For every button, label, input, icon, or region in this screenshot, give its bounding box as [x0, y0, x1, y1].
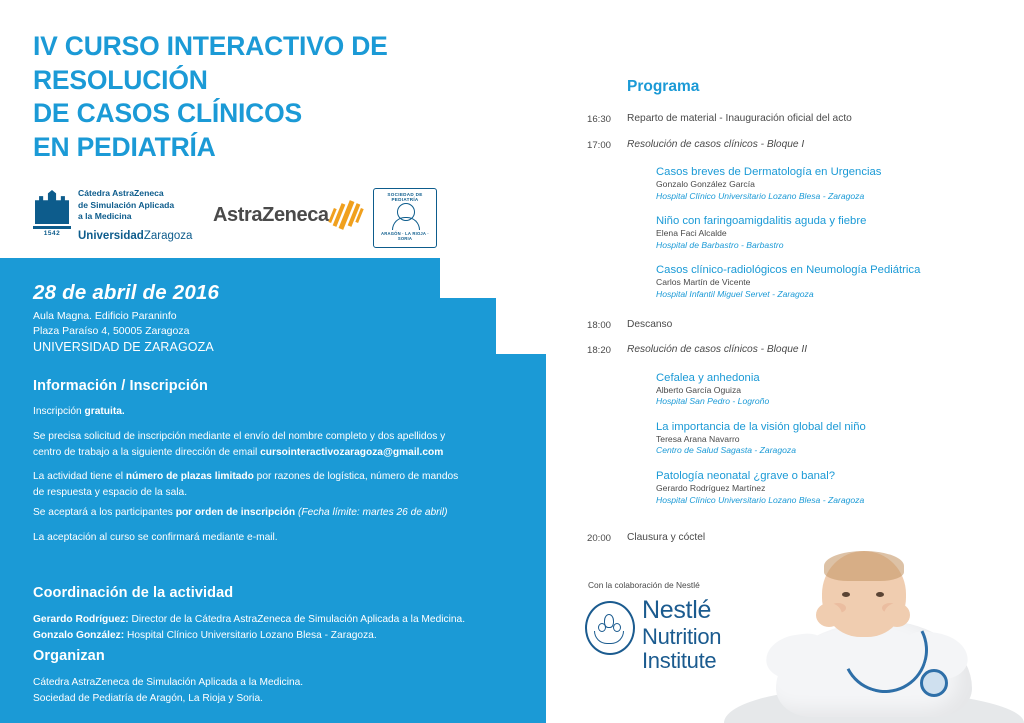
- info-paragraph-4: [33, 505, 518, 521]
- talk-item: [656, 166, 997, 202]
- organizers-list: [33, 675, 518, 707]
- stethoscope-chestpiece-icon: [920, 669, 948, 697]
- photo-hand-left: [816, 603, 842, 627]
- programme-entry: [627, 113, 997, 124]
- talk-author: Carlos Martín de Vicente: [656, 277, 751, 288]
- talk-affiliation: Hospital de Barbastro - Barbastro: [656, 239, 784, 250]
- programme-time: 18:20: [587, 344, 612, 356]
- title-line-2: RESOLUCIÓN: [33, 64, 208, 95]
- talk-author: Gonzalo González García: [656, 179, 755, 189]
- baby-icon: [390, 203, 420, 229]
- talk-title: Casos clínico-radiológicos en Neumología Pediátrica: [656, 264, 921, 277]
- coordinator-1-name: Gerardo Rodríguez:: [33, 614, 129, 625]
- programme-label: Descanso: [627, 318, 673, 330]
- crest-year: 1542: [43, 230, 61, 237]
- programme-row: [587, 139, 997, 151]
- programme-row: [587, 344, 997, 356]
- talk-title: Niño con faringoamigdalitis aguda y fiebre: [656, 215, 867, 228]
- zaragoza-word: Zaragoza: [143, 229, 193, 242]
- info-p2-line-2: [33, 445, 518, 461]
- talk-item: [656, 372, 997, 408]
- event-details: [33, 281, 219, 354]
- info-p1-bold: gratuita.: [84, 406, 125, 417]
- talk-title: Cefalea y anhedonia: [656, 371, 760, 384]
- info-p3-prefix: La actividad tiene el: [33, 471, 126, 482]
- event-university: UNIVERSIDAD DE ZARAGOZA: [33, 339, 214, 354]
- info-p4-deadline: (Fecha límite: martes 26 de abril): [295, 507, 448, 518]
- info-p3-line-2: de respuesta y espacio de la sala.: [33, 486, 188, 498]
- organizer-item: Cátedra AstraZeneca de Simulación Aplicada a la Medicina.: [33, 677, 304, 688]
- title-line-4: EN PEDIATRÍA: [33, 131, 216, 162]
- catedra-line-1: Cátedra AstraZeneca: [78, 188, 164, 198]
- coordination-item: [33, 628, 518, 644]
- talk-affiliation: Hospital Infantil Miguel Servet - Zaragoza: [656, 288, 814, 299]
- programme-block-label: Resolución de casos clínicos - Bloque I: [627, 139, 805, 150]
- organizer-item: Sociedad de Pediatría de Aragón, La Rioja y Soria.: [33, 692, 263, 704]
- sociedad-pediatria-bottom-text: ARAGÓN · LA RIOJA · SORIA: [381, 231, 429, 241]
- nest-shape: [594, 631, 624, 644]
- talk-affiliation: Hospital Clínico Universitario Lozano Blesa - Zaragoza: [656, 190, 865, 201]
- talk-title: La importancia de la visión global del niño: [656, 420, 866, 433]
- coordinator-1-desc: Director de la Cátedra AstraZeneca de Simulación Aplicada a la Medicina.: [128, 614, 466, 625]
- contact-email[interactable]: cursointeractivozaragoza@gmail.com: [260, 446, 444, 458]
- baby-with-stethoscope-photo: [724, 523, 1024, 723]
- programme-time: 16:30: [587, 114, 612, 125]
- photo-hair: [824, 551, 904, 581]
- venue-line-2: Plaza Paraíso 4, 50005 Zaragoza: [33, 324, 190, 337]
- catedra-line-2: de Simulación Aplicada: [78, 199, 175, 210]
- chick-shape-right: [613, 623, 621, 632]
- astrazeneca-wordmark: AstraZeneca: [213, 203, 329, 226]
- talk-affiliation: Centro de Salud Sagasta - Zaragoza: [656, 445, 796, 456]
- astrazeneca-rays-icon: [331, 200, 361, 230]
- chick-shape-left: [598, 623, 606, 632]
- uz-logo-text: [78, 188, 192, 242]
- crest-bar: [33, 226, 71, 229]
- page-title: [33, 30, 503, 165]
- info-p4-bold: por orden de inscripción: [175, 507, 296, 518]
- title-line-1: IV CURSO INTERACTIVO DE: [33, 31, 388, 61]
- info-p2-prefix: centro de trabajo a la siguiente dirección de email: [33, 446, 261, 458]
- nestle-word-2: Nutrition: [642, 623, 722, 649]
- programme-row: [587, 113, 997, 125]
- programme-row: [587, 319, 997, 331]
- programme-entry: [627, 344, 997, 355]
- programme-entry: [627, 139, 997, 150]
- nestle-word-1: Nestlé: [642, 596, 712, 624]
- photo-eye-right: [876, 592, 884, 597]
- catedra-line-3: a la Medicina: [78, 211, 132, 222]
- nestle-nest-icon: [585, 601, 635, 655]
- photo-eye-left: [842, 592, 850, 597]
- info-paragraph-3: [33, 469, 518, 501]
- talk-item: [656, 264, 997, 300]
- organizers-heading: Organizan: [33, 648, 105, 664]
- sociedad-pediatria-top-text: SOCIEDAD DE PEDIATRÍA: [387, 192, 423, 202]
- event-date: 28 de abril de 2016: [33, 281, 220, 304]
- nestle-nutrition-institute-logo: [585, 597, 721, 673]
- info-heading: Información / Inscripción: [33, 378, 208, 394]
- programme-label: Reparto de material - Inauguración oficial del acto: [627, 113, 852, 124]
- photo-hand-right: [884, 603, 910, 627]
- logo-row: [33, 188, 503, 250]
- talk-author: Alberto García Oguiza: [656, 384, 742, 395]
- coordinator-2-name: Gonzalo González:: [33, 629, 125, 641]
- universidad-zaragoza-logo: [33, 188, 192, 242]
- info-paragraph-2: [33, 429, 518, 461]
- programme-block-label: Resolución de casos clínicos - Bloque II: [627, 343, 808, 355]
- title-line-3: DE CASOS CLÍNICOS: [33, 98, 302, 129]
- programme-list: [587, 113, 997, 544]
- sociedad-pediatria-logo: [373, 188, 437, 248]
- talk-title: Casos breves de Dermatología en Urgencias: [656, 166, 882, 178]
- talk-title: Patología neonatal ¿grave o banal?: [656, 469, 836, 482]
- programme-time: 17:00: [587, 140, 612, 151]
- collaboration-text: Con la colaboración de Nestlé: [588, 580, 700, 590]
- crest-building-shape: [35, 190, 69, 224]
- panel-notch-side: [496, 258, 546, 354]
- coordination-list: [33, 612, 518, 644]
- info-p3-line-1: [33, 469, 518, 485]
- coordination-heading: Coordinación de la actividad: [33, 585, 234, 601]
- nestle-wordmark: [642, 597, 721, 673]
- coordinator-2-desc: Hospital Clínico Universitario Lozano Blesa - Zaragoza.: [124, 629, 377, 641]
- info-p1-prefix: Inscripción: [33, 406, 85, 417]
- programme-label: Clausura y cóctel: [627, 532, 706, 544]
- event-venue: [33, 309, 219, 339]
- talk-item: [656, 215, 997, 251]
- programme-time: 20:00: [587, 533, 612, 545]
- astrazeneca-logo: [213, 200, 361, 230]
- talk-affiliation: Hospital Clínico Universitario Lozano Blesa - Zaragoza: [656, 494, 865, 505]
- info-p4-prefix: Se aceptará a los participantes: [33, 507, 176, 518]
- talk-author: Teresa Arana Navarro: [656, 433, 740, 444]
- info-p2-line-1: Se precisa solicitud de inscripción mediante el envío del nombre completo y dos apellidos y: [33, 431, 446, 442]
- baby-body-shape: [392, 217, 420, 230]
- talk-author: Elena Faci Alcalde: [656, 228, 727, 239]
- info-paragraph-5: La aceptación al curso se confirmará mediante e-mail.: [33, 532, 278, 543]
- talk-item: [656, 470, 997, 506]
- programme-entry: [627, 319, 997, 330]
- info-paragraph-1: [33, 404, 518, 420]
- talk-item: [656, 421, 997, 457]
- info-p3-bold: número de plazas limitado: [125, 471, 254, 482]
- university-crest-icon: [33, 188, 71, 238]
- programme-heading: Programa: [627, 78, 700, 95]
- nestle-word-3: Institute: [642, 647, 717, 673]
- universidad-wordmark: [78, 230, 192, 242]
- venue-line-1: Aula Magna. Edificio Paraninfo: [33, 310, 177, 322]
- coordination-item: [33, 612, 518, 628]
- talk-author: Gerardo Rodríguez Martínez: [656, 482, 766, 493]
- programme-time: 18:00: [587, 319, 612, 331]
- universidad-word: Universidad: [78, 229, 144, 242]
- info-p3-suffix: por razones de logística, número de mandos: [253, 471, 459, 482]
- talk-affiliation: Hospital San Pedro - Logroño: [656, 396, 770, 407]
